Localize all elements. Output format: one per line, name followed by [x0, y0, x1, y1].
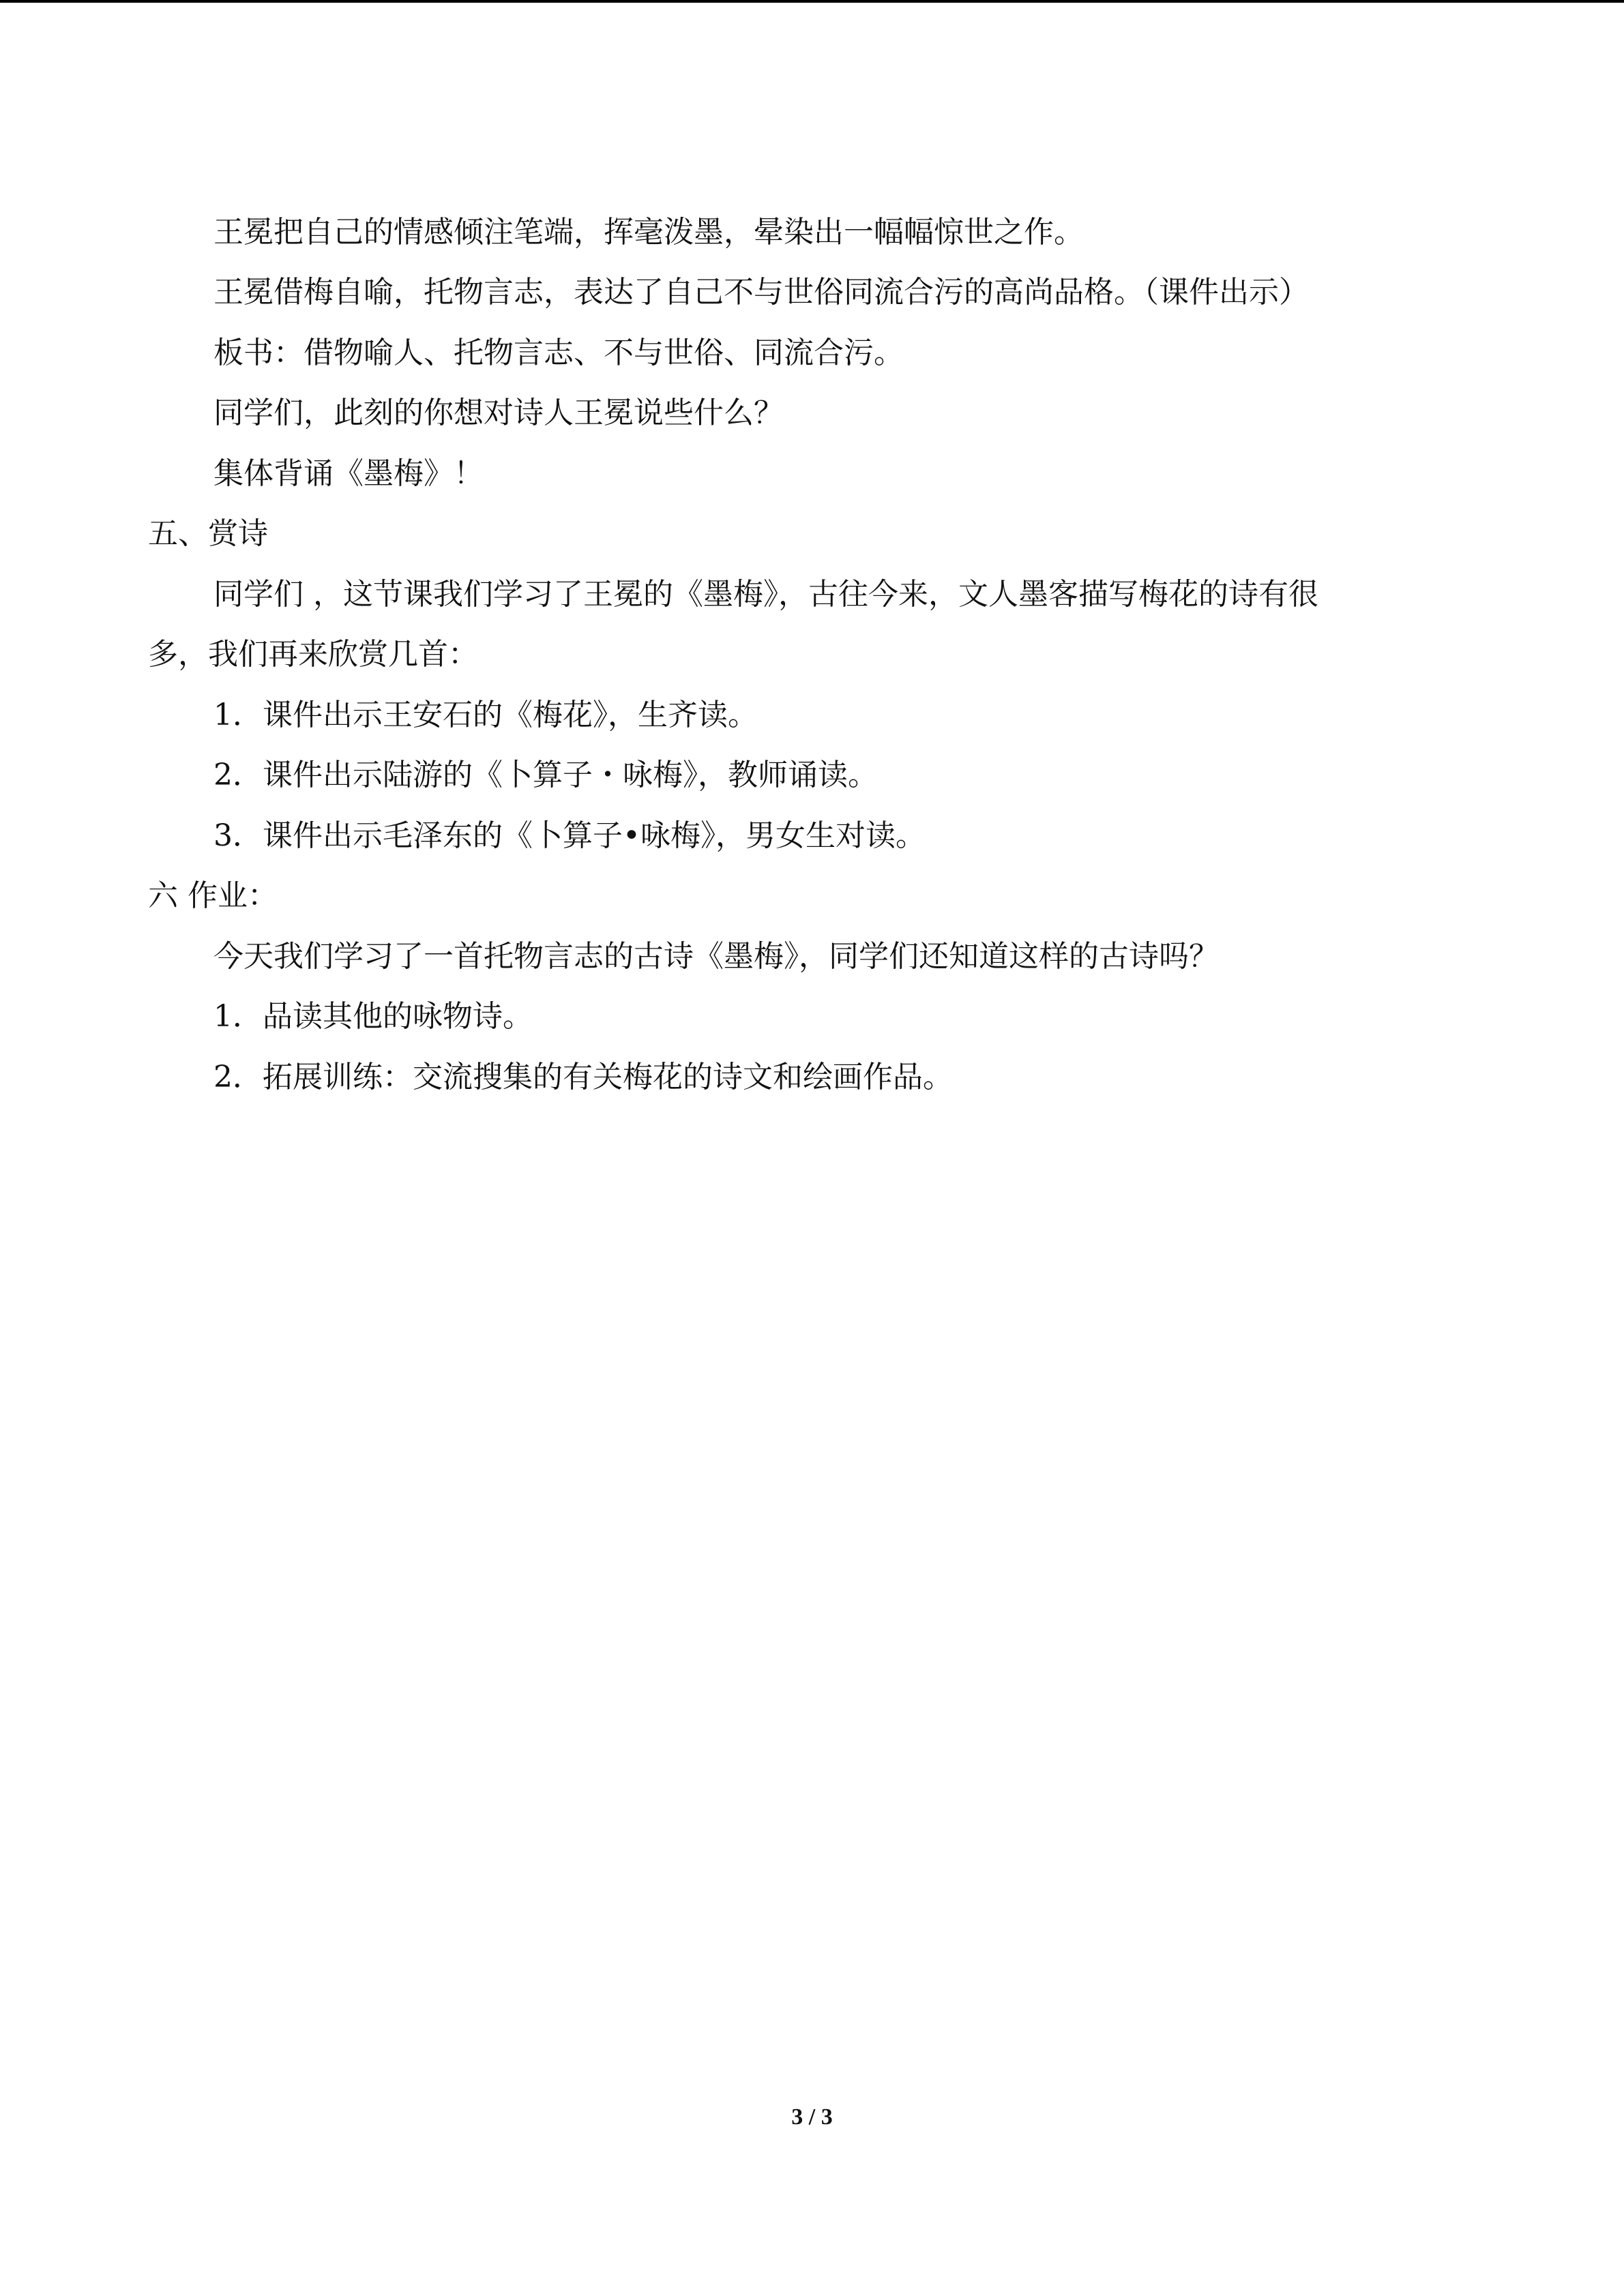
- page-number: 3 / 3: [791, 2104, 833, 2130]
- page-top-border: [0, 0, 1624, 3]
- list-item: 3．课件出示毛泽东的《卜算子•咏梅》，男女生对读。: [213, 818, 926, 853]
- paragraph-line-continued: 多，我们再来欣赏几首：: [148, 637, 478, 672]
- paragraph-line: 王冕把自己的情感倾注笔端，挥毫泼墨，晕染出一幅幅惊世之作。: [213, 215, 1084, 250]
- section-heading: 五、赏诗: [148, 516, 268, 551]
- section-heading: 六 作业：: [148, 878, 278, 913]
- list-item: 1．品读其他的咏物诗。: [213, 999, 533, 1034]
- paragraph-line: 集体背诵《墨梅》！: [213, 456, 484, 491]
- paragraph-line: 板书：借物喻人、托物言志、不与世俗、同流合污。: [213, 336, 904, 370]
- list-item: 2．拓展训练：交流搜集的有关梅花的诗文和绘画作品。: [213, 1060, 953, 1094]
- paragraph-line: 王冕借梅自喻，托物言志，表达了自己不与世俗同流合污的高尚品格。（课件出示）: [213, 275, 1309, 310]
- paragraph-line: 今天我们学习了一首托物言志的古诗《墨梅》，同学们还知道这样的古诗吗？: [213, 939, 1219, 974]
- paragraph-line: 同学们，此刻的你想对诗人王冕说些什么？: [213, 396, 784, 430]
- list-item: 1．课件出示王安石的《梅花》，生齐读。: [213, 698, 758, 732]
- list-item: 2．课件出示陆游的《卜算子・咏梅》，教师诵读。: [213, 758, 878, 792]
- paragraph-line: 同学们 ，这节课我们学习了王冕的《墨梅》，古往今来，文人墨客描写梅花的诗有很: [213, 577, 1318, 612]
